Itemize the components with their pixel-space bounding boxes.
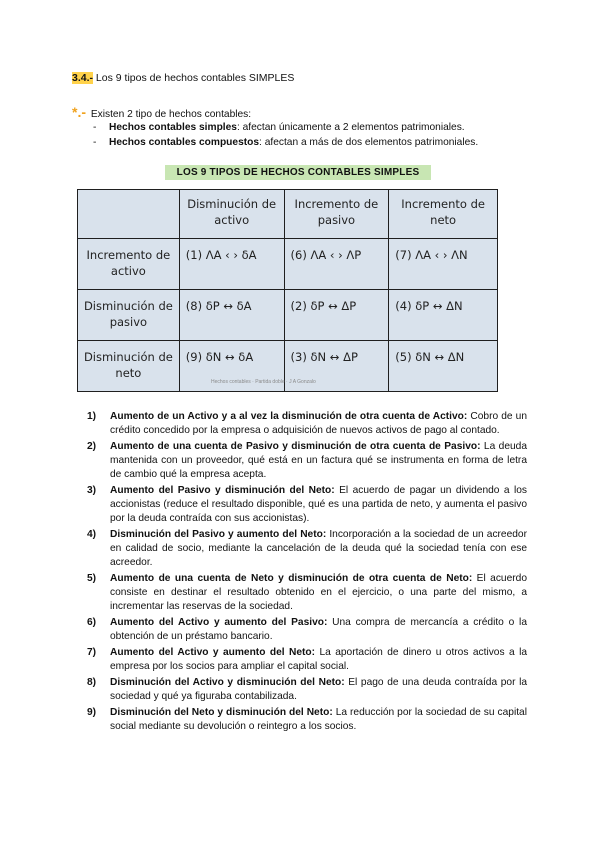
section-number: 3.4.- (72, 72, 94, 84)
bullet-desc: : afectan a más de dos elementos patrimoniales. (259, 137, 479, 148)
item-title: Aumento de un Activo y a al vez la disminución de otra cuenta de Activo: (110, 411, 468, 422)
table-cell: (4) δP ↔ ΔN (389, 290, 498, 341)
item-number: 8) (87, 677, 97, 688)
item-title: Aumento del Activo y aumento del Neto: (110, 647, 316, 658)
table-cell: (3) δN ↔ ΔP (284, 341, 389, 392)
item-number: 3) (87, 485, 97, 496)
item-number: 1) (87, 411, 97, 422)
item-number: 7) (87, 647, 97, 658)
asterisk-bullet-icon: *.- (72, 104, 86, 120)
accounting-facts-table (77, 189, 498, 391)
item-text: Incorporación a la sociedad de un acreedor en calidad de socio, mediante la cancelación de la deuda qué la sociedad tenía con ese acreedor. (110, 529, 527, 568)
list-item (87, 646, 527, 674)
item-number: 9) (87, 707, 97, 718)
list-item (87, 484, 527, 526)
item-title: Disminución del Activo y disminución del Neto: (110, 677, 345, 688)
item-title: Aumento del Pasivo y disminución del Neto: (110, 485, 335, 496)
table-title: LOS 9 TIPOS DE HECHOS CONTABLES SIMPLES (165, 165, 431, 180)
image-watermark: Hechos contables · Partida doble · J A Gonzalo (211, 379, 316, 385)
item-text: La deuda mantenida con un proveedor, qué está en un factura qué se instrumenta en forma de letra de cambio qué la empresa acepta. (110, 441, 527, 480)
list-item (87, 616, 527, 644)
intro-text: Existen 2 tipo de hechos contables: (88, 109, 252, 120)
item-text: La reducción por la sociedad de su capital social mediante su devolución o reintegro a los socios. (110, 707, 527, 732)
list-item (87, 528, 527, 570)
col-header: Incremento de neto (389, 190, 498, 239)
section-title: Los 9 tipos de hechos contables SIMPLES (93, 72, 295, 84)
item-title: Disminución del Neto y disminución del Neto: (110, 707, 333, 718)
bullet-simple (93, 122, 465, 133)
col-header: Disminución de activo (179, 190, 284, 239)
item-number: 4) (87, 529, 97, 540)
table-cell: (2) δP ↔ ΔP (284, 290, 389, 341)
item-text: La aportación de dinero u otros activos a la empresa por los socios para ampliar el capital social. (110, 647, 528, 672)
list-item (87, 572, 527, 614)
table-cell: (5) δN ↔ ΔN (389, 341, 498, 392)
item-text: El pago de una deuda contraída por la sociedad y qué ya figuraba contabilizada. (110, 677, 528, 702)
row-header: Incremento de activo (78, 239, 180, 290)
item-text: El acuerdo consiste en destinar el resultado obtenido en el ejercicio, o una parte del mismo, a incrementar las reservas de la sociedad. (110, 573, 527, 612)
table-cell: (6) ΛA ‹ › ΛP (284, 239, 389, 290)
table-cell: (1) ΛA ‹ › δA (179, 239, 284, 290)
dash-icon: - (93, 122, 97, 133)
table-cell: (9) δN ↔ δA (179, 341, 284, 392)
item-number: 6) (87, 617, 97, 628)
table-cell: (7) ΛA ‹ › ΛN (389, 239, 498, 290)
item-title: Aumento de una cuenta de Pasivo y disminución de otra cuenta de Pasivo: (110, 441, 481, 452)
list-item (87, 440, 527, 482)
col-header: Incremento de pasivo (284, 190, 389, 239)
bullet-term: Hechos contables compuestos (109, 137, 260, 148)
row-header: Disminución de neto (78, 341, 180, 392)
list-item (87, 676, 527, 704)
bullet-compound (93, 137, 478, 148)
item-text: El acuerdo de pagar un dividendo a los accionistas (reduce el resultado disponible, qué es una partida de neto, y aumenta el pasivo por la deuda contraída con sus accionistas). (110, 485, 527, 524)
list-item (87, 706, 527, 734)
bullet-desc: : afectan únicamente a 2 elementos patrimoniales. (236, 122, 465, 133)
list-item (87, 410, 527, 438)
facts-list (87, 410, 527, 736)
section-heading (72, 72, 294, 84)
item-title: Aumento de una cuenta de Neto y disminución de otra cuenta de Neto: (110, 573, 473, 584)
table-corner (78, 190, 180, 239)
item-text: Una compra de mercancía a crédito o la obtención de un préstamo bancario. (110, 617, 527, 642)
table-cell: (8) δP ↔ δA (179, 290, 284, 341)
item-title: Disminución del Pasivo y aumento del Neto: (110, 529, 327, 540)
item-number: 5) (87, 573, 97, 584)
intro-line (72, 104, 251, 120)
item-number: 2) (87, 441, 97, 452)
row-header: Disminución de pasivo (78, 290, 180, 341)
dash-icon: - (93, 137, 97, 148)
item-text: Cobro de un crédito concedido por la empresa o adquisición de nuevos activos de pago al contado. (110, 411, 527, 436)
bullet-term: Hechos contables simples (109, 122, 237, 133)
item-title: Aumento del Activo y aumento del Pasivo: (110, 617, 328, 628)
